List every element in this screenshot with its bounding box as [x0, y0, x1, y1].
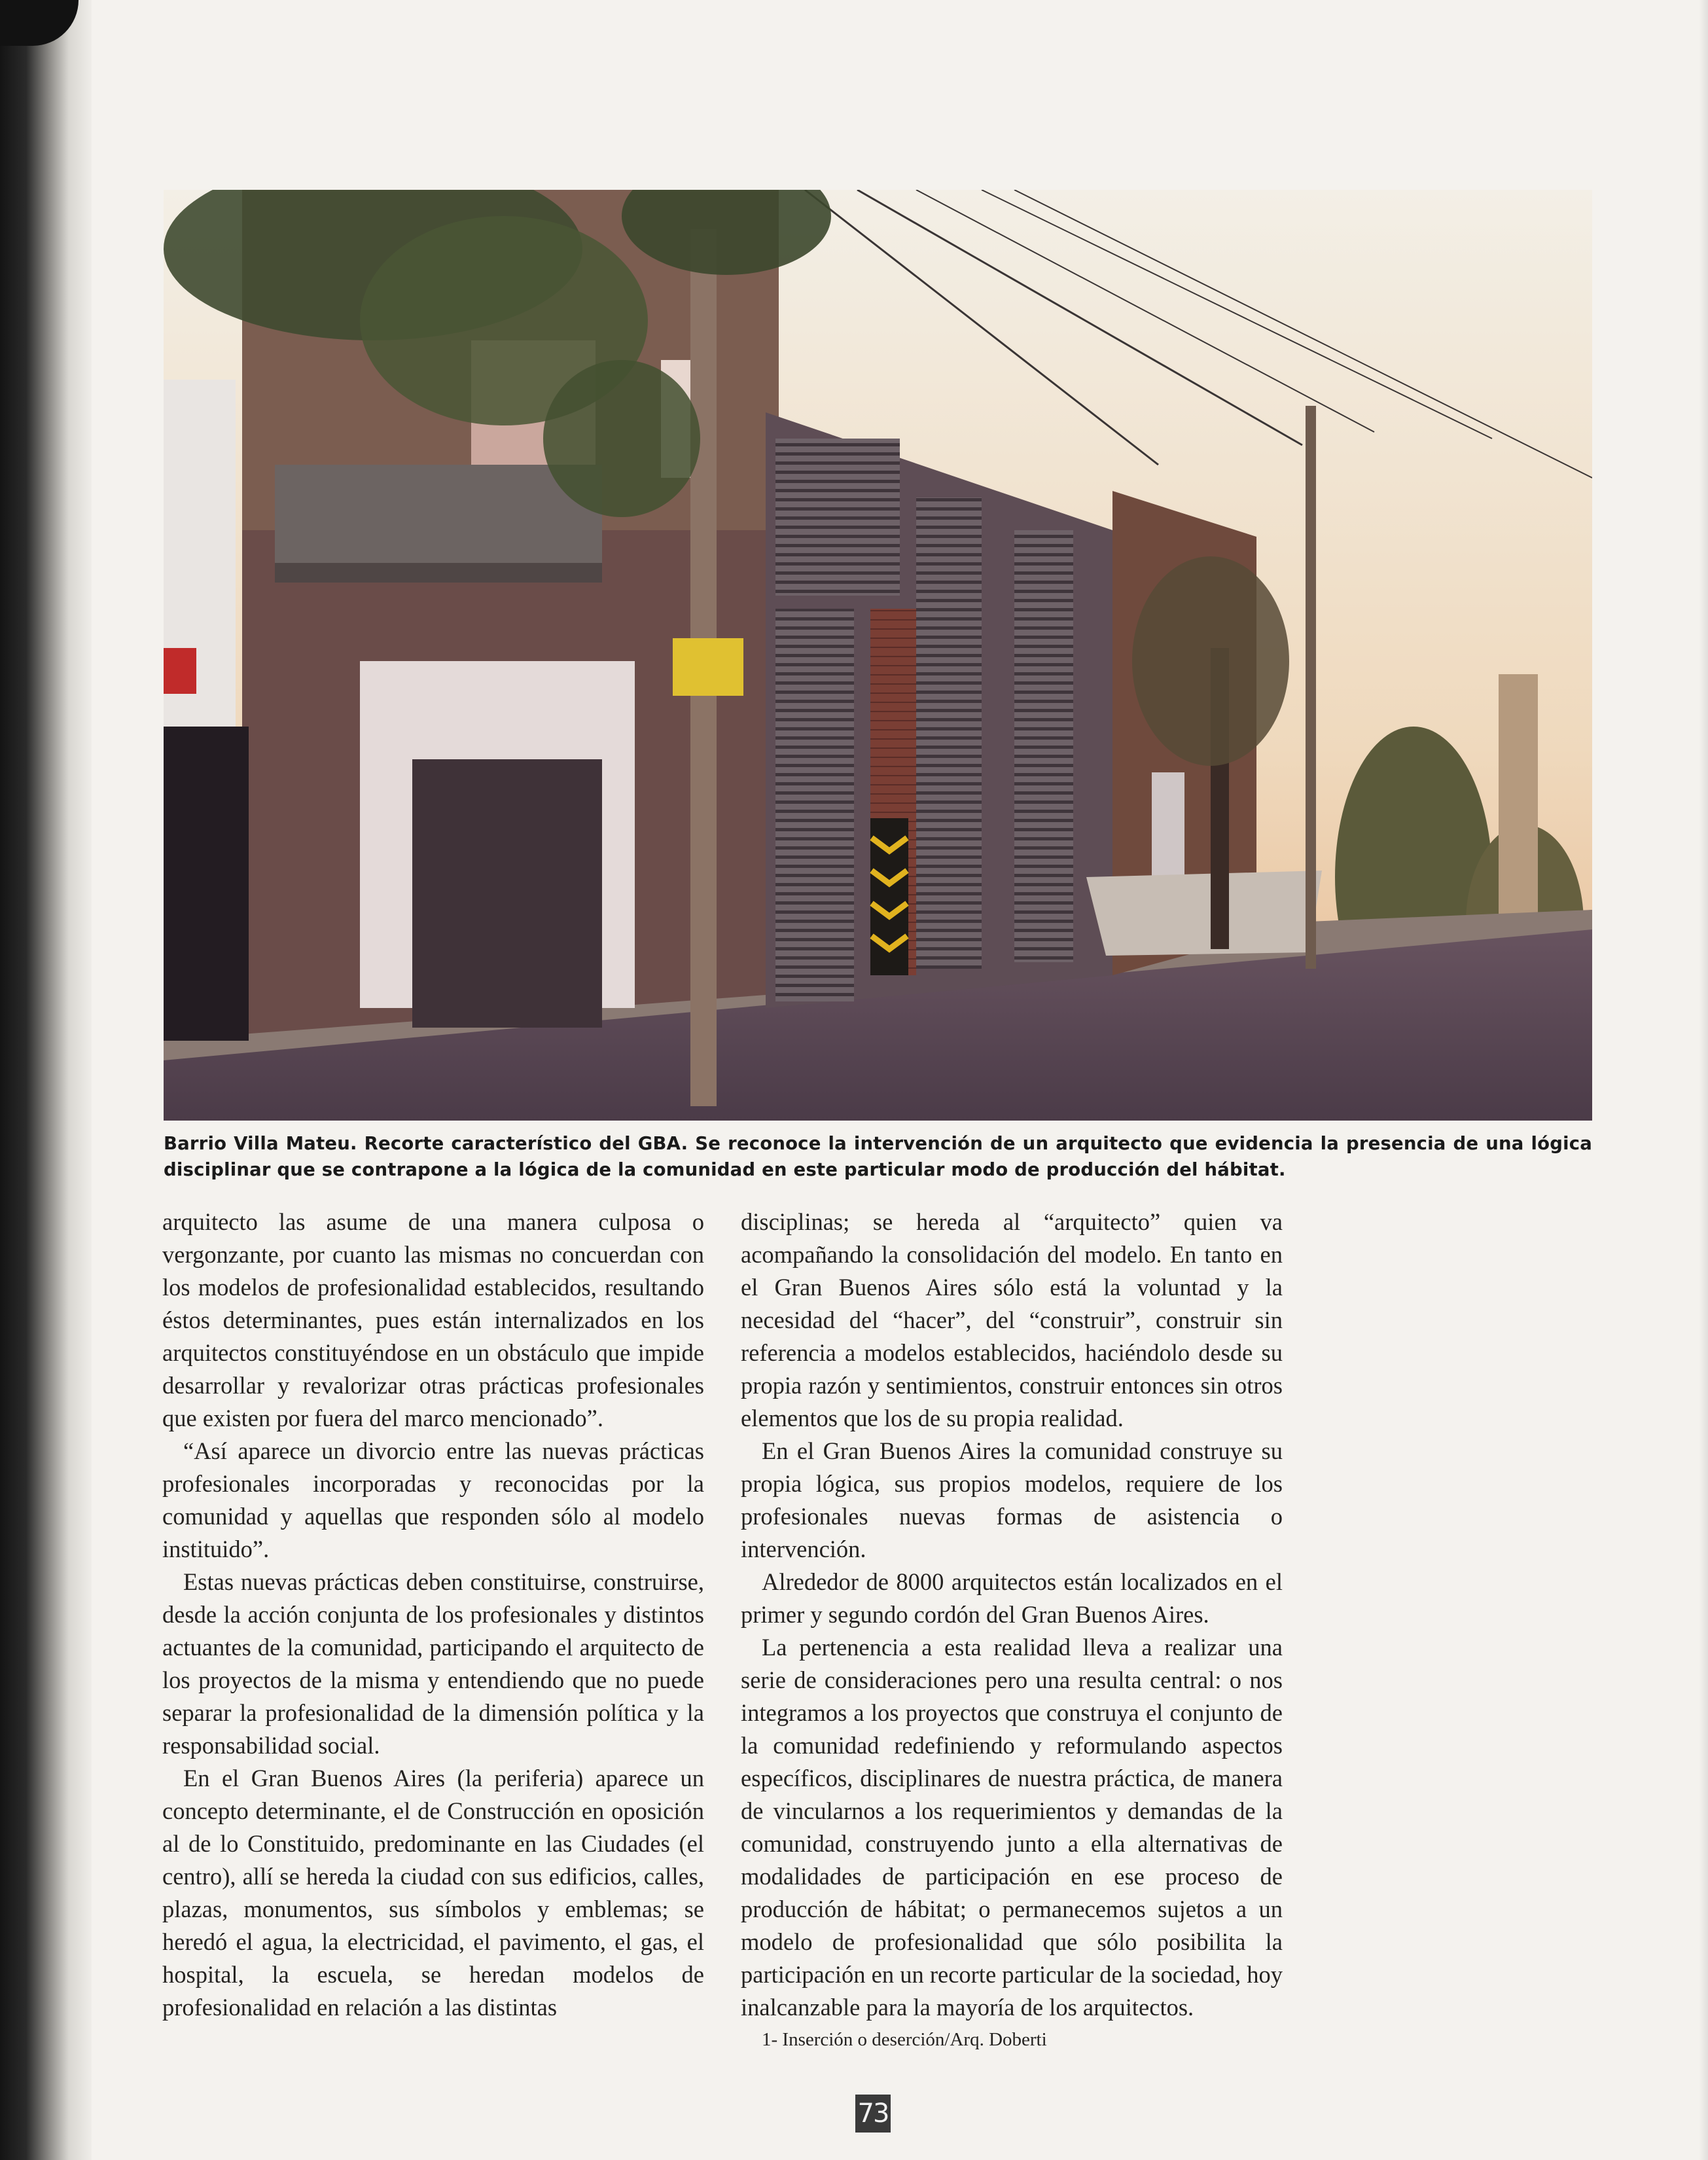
street-photograph: [164, 190, 1592, 1121]
paragraph: Alrededor de 8000 arquitectos están localizados en el primer y segundo cordón del Gran Buenos Aires.: [741, 1568, 1283, 1628]
left-text-column: [162, 1206, 704, 2024]
paragraph: disciplinas; se hereda al “arquitecto” quien va acompañando la consolidación del modelo. En tanto en el Gran Buenos Aires sólo está la voluntad y la necesidad del “hacer”, del “construir”, construir sin referencia a modelos establecidos, haciéndolo desde su propia razón y sentimientos, construir entonces sin otros elementos que los de su propia realidad.: [741, 1208, 1283, 1431]
right-text-column: [741, 1206, 1283, 2054]
page-edge: [1699, 0, 1708, 2160]
paragraph: En el Gran Buenos Aires (la periferia) aparece un concepto determinante, el de Construcción en oposición al de lo Constituido, predominante en las Ciudades (el centro), allí se hereda la ciudad con sus edificios, calles, plazas, monumentos, sus símbolos y emblemas; se heredó el agua, la electricidad, el pavimento, el gas, el hospital, la escuela, se heredan modelos de profesionalidad en relación a las distintas: [162, 1765, 704, 2021]
street-photo-illustration: [164, 190, 1592, 1121]
paragraph: En el Gran Buenos Aires la comunidad construye su propia lógica, sus propios modelos, requiere de los profesionales nuevas formas de asistencia o intervención.: [741, 1437, 1283, 1562]
paragraph: “Así aparece un divorcio entre las nuevas prácticas profesionales incorporadas y reconocidas por la comunidad y aquellas que responden sólo al modelo instituido”.: [162, 1437, 704, 1562]
paragraph: La pertenencia a esta realidad lleva a realizar una serie de consideraciones pero una resulta central: o nos integramos a los proyectos que construya el conjunto de la comunidad redefiniendo y reformulando aspectos específicos, disciplinares de nuestra práctica, de manera de vincularnos a los requerimientos y demandas de la comunidad, construyendo junto a ella alternativas de modalidades de participación en ese proceso de producción de hábitat; o permanecemos sujetos a un modelo de profesionalidad que sólo posibilita la participación en un recorte particular de la sociedad, hoy inalcanzable para la mayoría de los arquitectos.: [741, 1634, 1283, 2021]
paragraph: arquitecto las asume de una manera culposa o vergonzante, por cuanto las mismas no concuerdan con los modelos de profesionalidad establecidos, resultando éstos determinantes, pues están internalizados en los arquitectos constituyéndose en un obstáculo que impide desarrollar y revalorizar otras prácticas profesionales que existen por fuera del marco mencionado”.: [162, 1208, 704, 1431]
book-gutter-shadow: [0, 0, 92, 2160]
page-number: 73: [855, 2095, 891, 2133]
footnote: 1- Inserción o deserción/Arq. Doberti: [762, 2029, 1047, 2050]
photo-caption: Barrio Villa Mateu. Recorte característico del GBA. Se reconoce la intervención de un arquitecto que evidencia la presencia de una lógica disciplinar que se contrapone a la lógica de la comunidad en este particular modo de producción del hábitat.: [164, 1133, 1592, 1180]
paragraph: Estas nuevas prácticas deben constituirse, construirse, desde la acción conjunta de los profesionales y distintos actuantes de la comunidad, participando el arquitecto de los proyectos de la misma y entendiendo que no puede separar la profesionalidad de la dimensión política y la responsabilidad social.: [162, 1568, 704, 1759]
